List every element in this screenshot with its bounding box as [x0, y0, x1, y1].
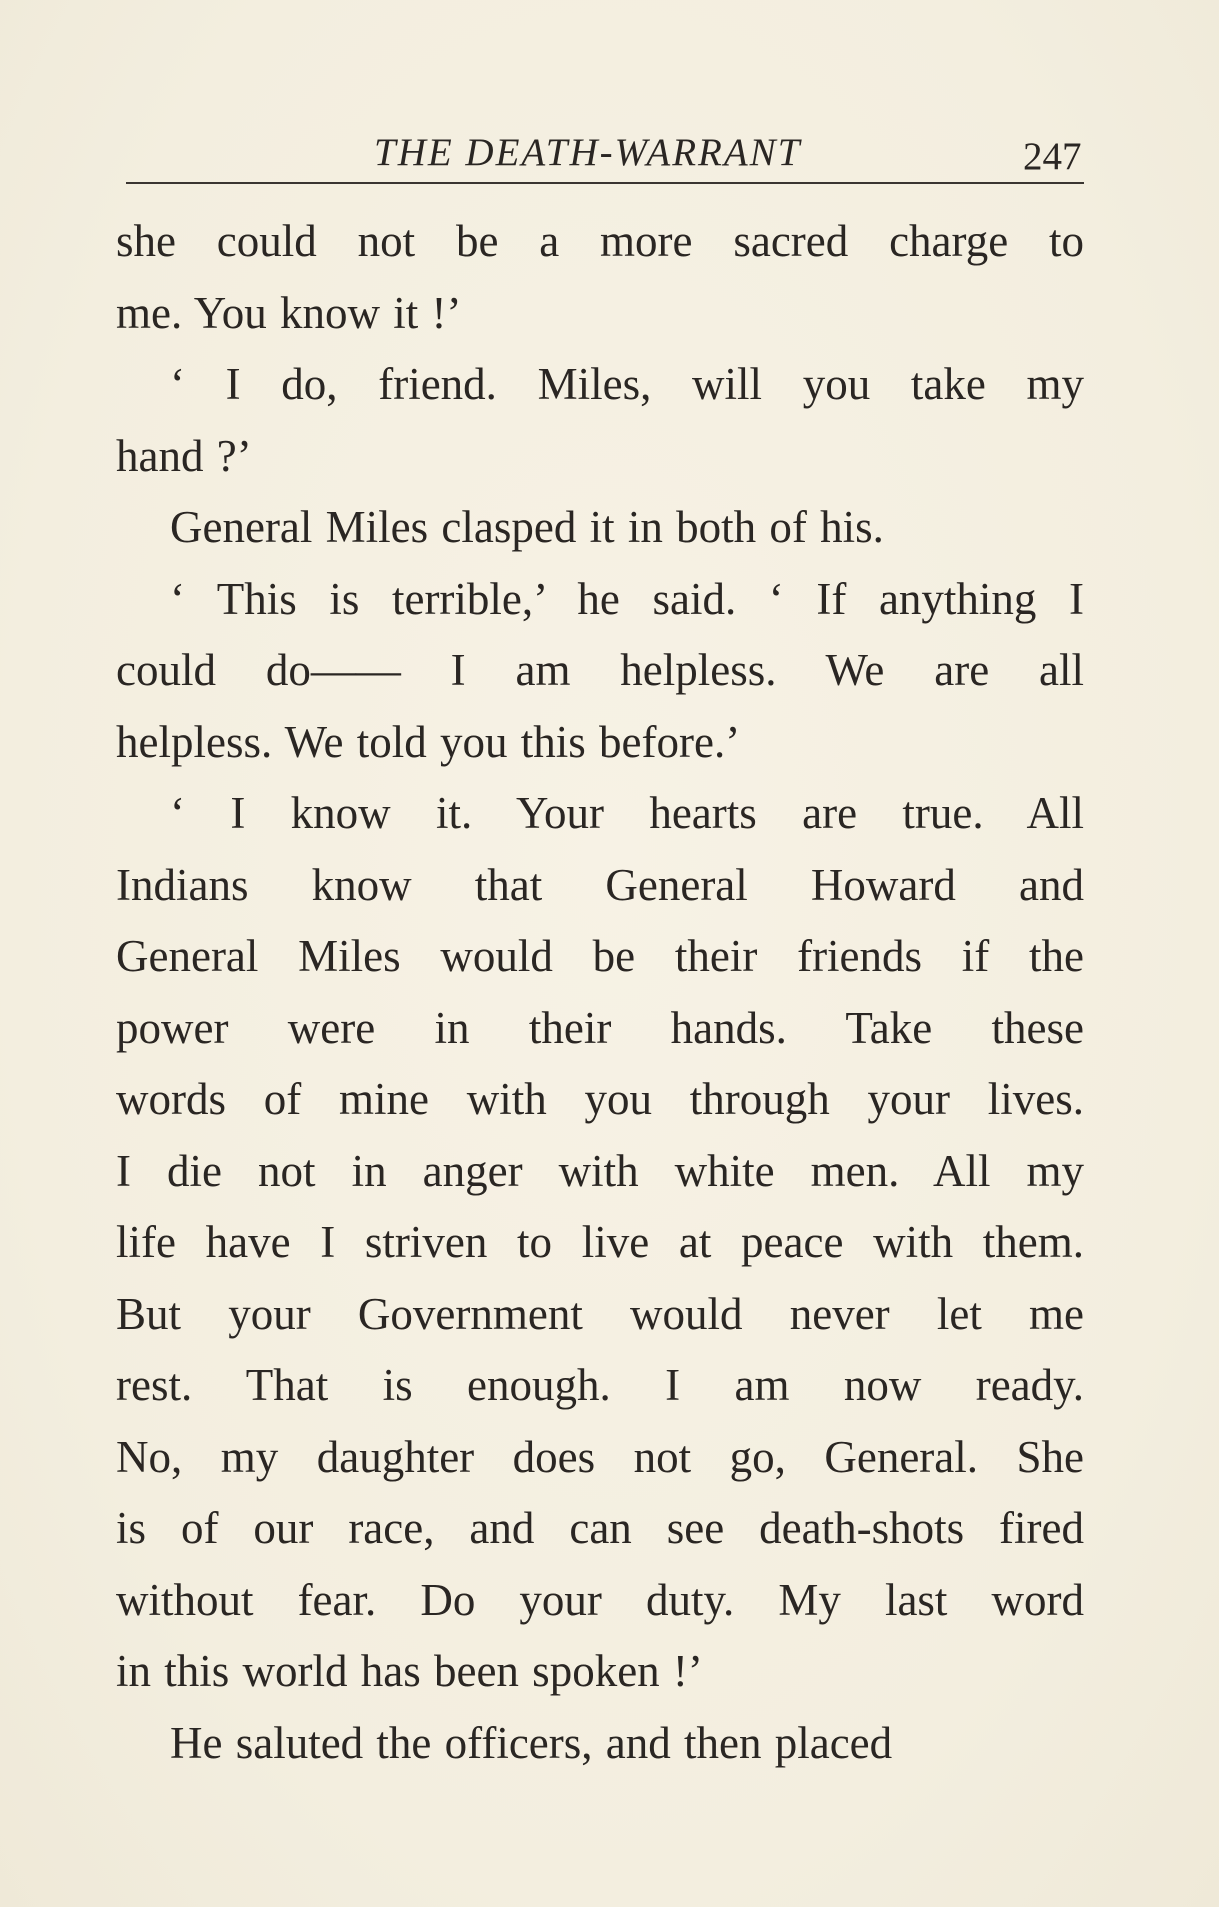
text-line: me. You know it !’ [116, 287, 462, 338]
text-line: without fear. Do your duty. My last word [116, 1574, 1084, 1625]
body-text [116, 206, 1084, 1779]
text-line: hand ?’ [116, 430, 252, 481]
text-line: is of our race, and can see death-shots fired [116, 1503, 1084, 1553]
text-line: General Miles would be their friends if the [116, 931, 1084, 981]
text-line: could do—— I am helpless. We are all [116, 645, 1084, 695]
text-line: power were in their hands. Take these [116, 1002, 1084, 1053]
running-head [0, 128, 1219, 178]
text-line: I die not in anger with white men. All my [116, 1145, 1084, 1196]
text-line: rest. That is enough. I am now ready. [116, 1360, 1084, 1410]
text-line: General Miles clasped it in both of his. [170, 502, 884, 552]
running-title: THE DEATH-WARRANT [374, 131, 802, 174]
text-line: But your Government would never let me [116, 1288, 1084, 1339]
text-line: life have I striven to live at peace with them. [116, 1217, 1084, 1267]
header-rule [126, 182, 1084, 184]
page-number: 247 [1023, 135, 1082, 178]
text-line: No, my daughter does not go, General. She [116, 1431, 1084, 1482]
text-line: in this world has been spoken !’ [116, 1646, 703, 1696]
text-line: Indians know that General Howard and [116, 859, 1084, 910]
text-line: helpless. We told you this before.’ [116, 716, 741, 767]
text-line: ‘ This is terrible,’ he said. ‘ If anything I [170, 573, 1084, 624]
text-line: words of mine with you through your lives. [116, 1074, 1084, 1124]
text-line: ‘ I do, friend. Miles, will you take my [170, 359, 1084, 409]
text-line: she could not be a more sacred charge to [116, 216, 1084, 266]
text-line: He saluted the officers, and then placed [170, 1717, 893, 1768]
text-line: ‘ I know it. Your hearts are true. All [170, 788, 1084, 838]
